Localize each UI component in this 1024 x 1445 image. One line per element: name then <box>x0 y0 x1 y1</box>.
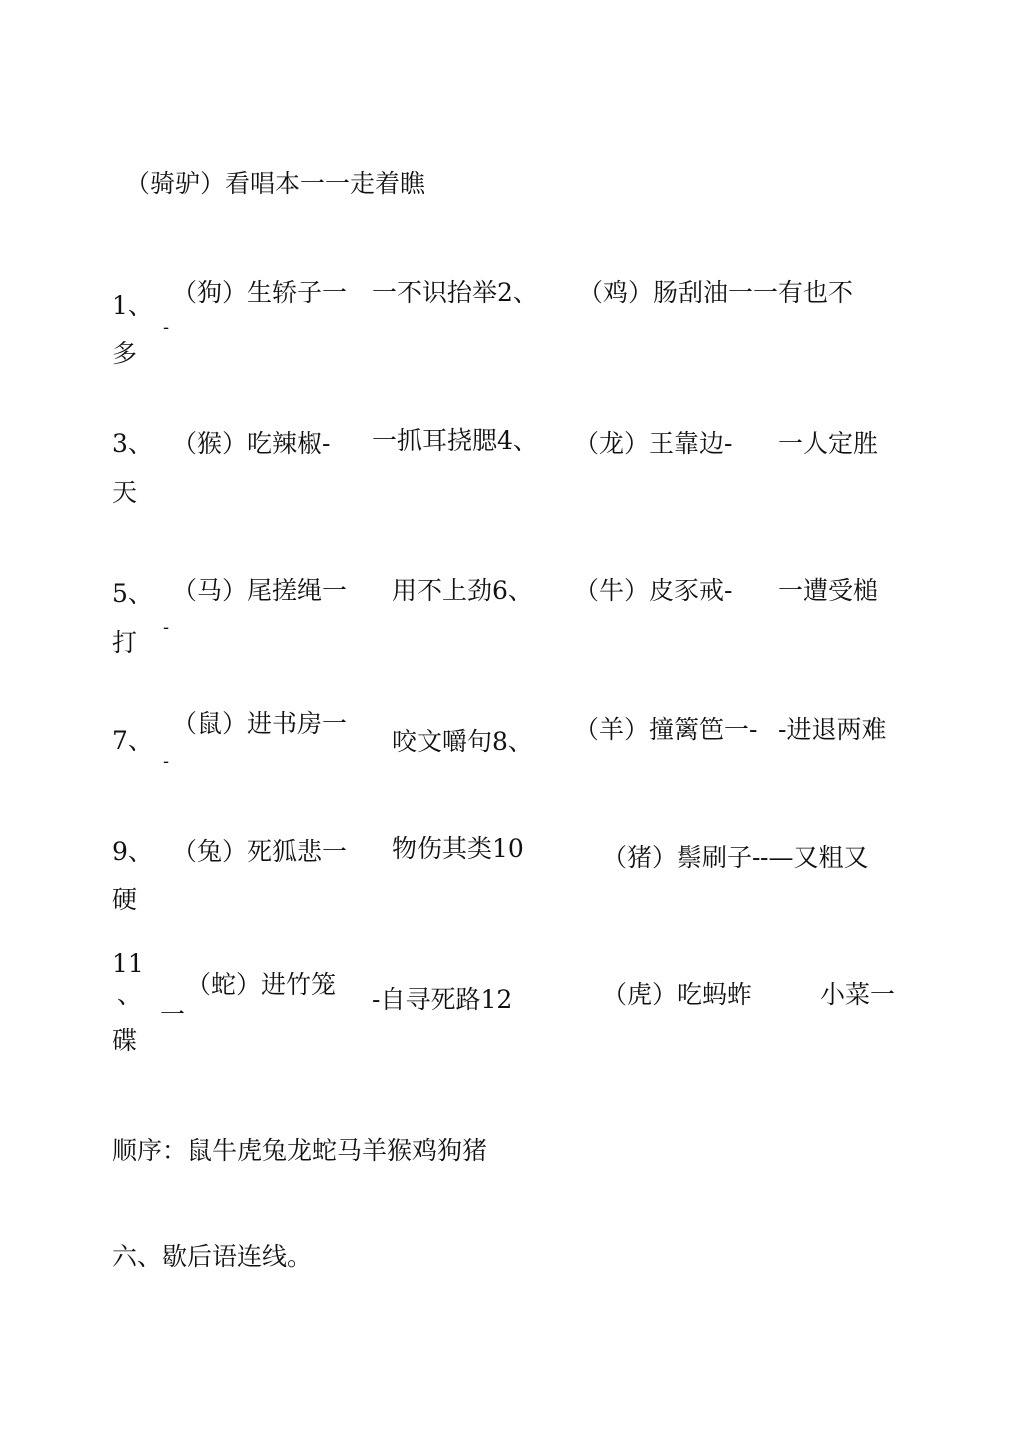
item-9-riddle: （兔）死狐悲一 <box>172 837 348 866</box>
item-10-answer: -—又粗又 <box>760 843 869 872</box>
item-5-answer-and-item-6-number: 用不上劲6、 <box>392 576 533 605</box>
item-2-riddle-answer: （鸡）肠刮油一一有也不 <box>578 278 854 307</box>
item-6-answer-continuation: 打 <box>112 628 138 657</box>
item-3-answer-and-item-4-number: 一抓耳挠腮4、 <box>372 426 538 455</box>
item-6-riddle: （牛）皮豕戒- <box>574 576 733 605</box>
item-7-answer-and-item-8-number: 咬文嚼句8、 <box>392 727 533 756</box>
item-11-number: 11 <box>112 949 144 978</box>
item-6-answer: 一遭受槌 <box>778 576 879 605</box>
item-2-answer-continuation: 多 <box>112 339 138 368</box>
item-7-number: 7、 <box>112 726 153 755</box>
item-9-number: 9、 <box>112 837 153 866</box>
item-4-riddle: （龙）王靠边- <box>574 429 733 458</box>
item-11-riddle: （蛇）进竹笼 <box>186 970 337 999</box>
item-8-answer: -进退两难 <box>778 715 887 744</box>
intro-line: （骑驴）看唱本一一走着瞧 <box>125 169 426 198</box>
item-9-answer-and-item-10-number: 物伤其类10 <box>392 834 524 863</box>
item-1-answer-and-item-2-number: 一不识抬举2、 <box>372 278 538 307</box>
item-7-riddle: （鼠）进书房一 <box>172 709 348 738</box>
item-11-answer-and-item-12-number: -自寻死路12 <box>372 985 513 1014</box>
item-10-answer-continuation: 硬 <box>112 885 138 914</box>
item-11-dash: 一 <box>160 1000 186 1029</box>
item-5-dash: - <box>163 617 170 638</box>
item-3-riddle: （猴）吃辣椒- <box>172 429 331 458</box>
item-1-number: 1、 <box>112 291 153 320</box>
section-heading: 六、歇后语连线。 <box>112 1242 313 1271</box>
item-12-riddle: （虎）吃蚂蚱 <box>602 980 753 1009</box>
item-12-answer: 小菜一 <box>820 980 896 1009</box>
item-4-answer: 一人定胜 <box>778 429 879 458</box>
item-5-number: 5、 <box>112 579 153 608</box>
item-7-dash: - <box>163 751 170 772</box>
item-4-answer-continuation: 天 <box>112 478 138 507</box>
item-12-answer-continuation: 碟 <box>112 1026 138 1055</box>
item-3-number: 3、 <box>112 429 153 458</box>
item-1-dash: - <box>163 317 170 338</box>
item-5-riddle: （马）尾搓绳一 <box>172 576 348 605</box>
item-11-number-mark: 、 <box>117 980 143 1009</box>
item-8-riddle: （羊）撞篱笆一- <box>574 715 758 744</box>
item-10-riddle: （猪）鬃刷子- <box>602 843 761 872</box>
zodiac-order-line: 顺序：鼠牛虎兔龙蛇马羊猴鸡狗猪 <box>112 1136 488 1165</box>
item-1-riddle: （狗）生轿子一 <box>172 278 348 307</box>
